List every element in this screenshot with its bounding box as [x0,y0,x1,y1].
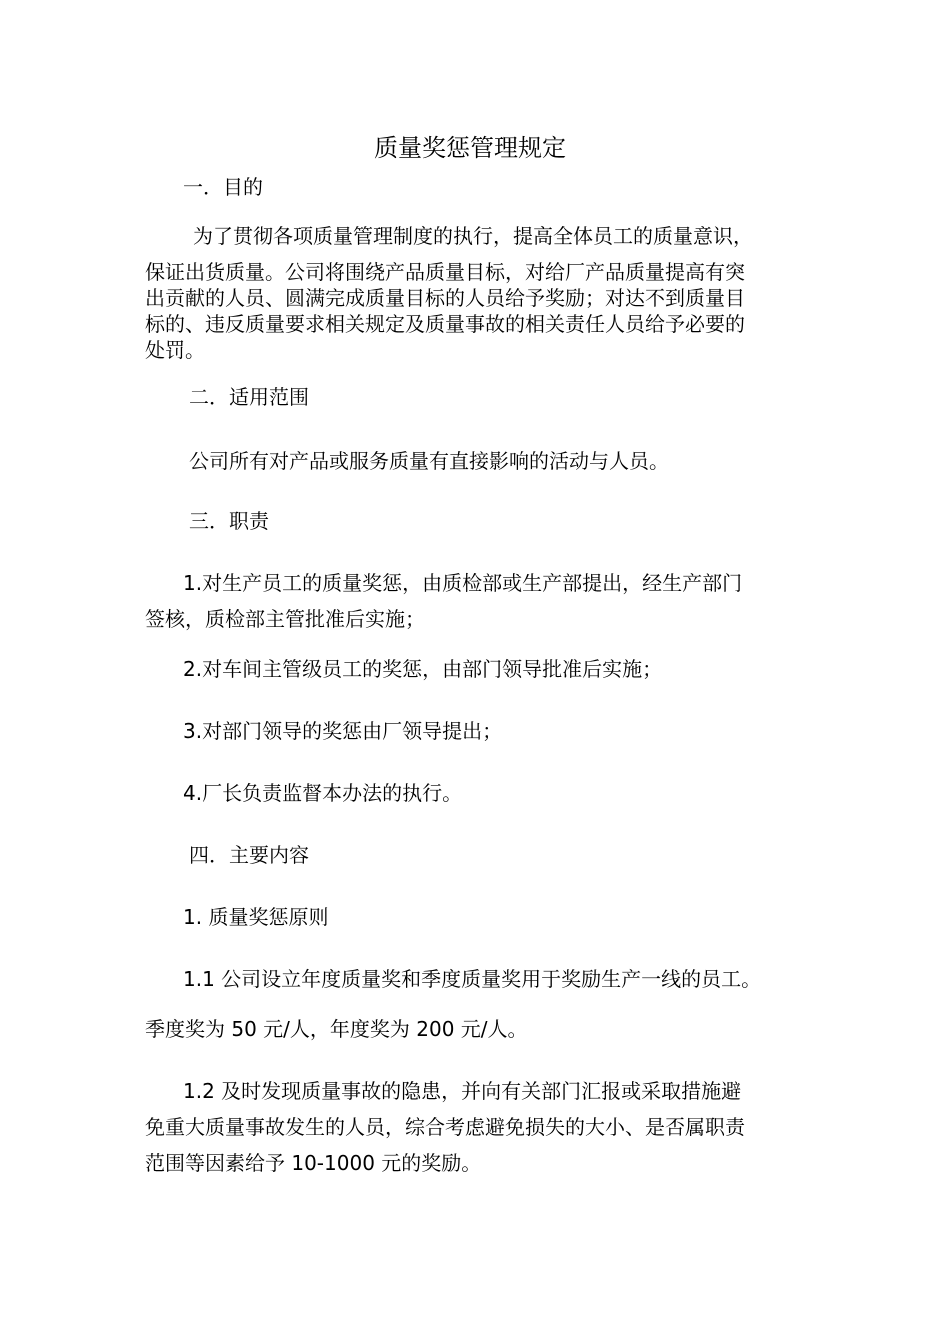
purpose-paragraph-line: 标的、违反质量要求相关规定及质量事故的相关责任人员给予必要的 [145,312,745,336]
purpose-paragraph-line: 保证出货质量。公司将围绕产品质量目标，对给厂产品质量提高有突 [145,260,745,284]
duty-item-4: 4.厂长负责监督本办法的执行。 [183,781,463,805]
subsection-1-heading: 1. 质量奖惩原则 [183,905,329,929]
subsection-1-1-line: 1.1 公司设立年度质量奖和季度质量奖用于奖励生产一线的员工。 [183,967,762,991]
duty-item-2: 2.对车间主管级员工的奖惩，由部门领导批准后实施； [183,657,663,681]
section-heading-scope: 二．适用范围 [189,385,309,409]
subsection-1-2-line: 免重大质量事故发生的人员，综合考虑避免损失的大小、是否属职责 [145,1115,745,1139]
purpose-paragraph-line: 为了贯彻各项质量管理制度的执行，提高全体员工的质量意识， [193,224,753,248]
purpose-paragraph-line: 出贡献的人员、圆满完成质量目标的人员给予奖励；对达不到质量目 [145,286,745,310]
duty-item-3: 3.对部门领导的奖惩由厂领导提出； [183,719,503,743]
subsection-1-2-line: 范围等因素给予 10-1000 元的奖励。 [145,1151,482,1175]
scope-paragraph: 公司所有对产品或服务质量有直接影响的活动与人员。 [189,449,669,473]
subsection-1-1-line: 季度奖为 50 元/人，年度奖为 200 元/人。 [145,1017,528,1041]
duty-item-1-line: 签核，质检部主管批准后实施； [145,607,425,631]
purpose-paragraph-line: 处罚。 [145,338,205,362]
section-heading-duties: 三．职责 [189,509,269,533]
section-heading-main-content: 四．主要内容 [189,843,309,867]
duty-item-1-line: 1.对生产员工的质量奖惩，由质检部或生产部提出，经生产部门 [183,571,743,595]
subsection-1-2-line: 1.2 及时发现质量事故的隐患，并向有关部门汇报或采取措施避 [183,1079,742,1103]
document-title: 质量奖惩管理规定 [374,134,566,162]
section-heading-purpose: 一．目的 [183,175,263,199]
